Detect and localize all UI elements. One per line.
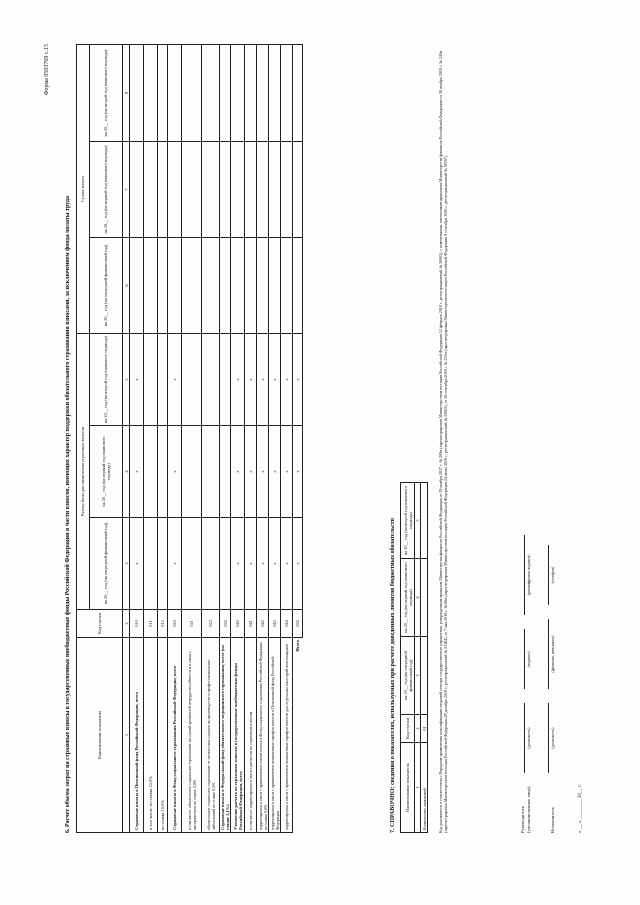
cell: x: [281, 426, 293, 518]
head-name-slot: (расшифровка подписи): [524, 535, 532, 615]
row-code: 012: [158, 610, 168, 638]
cell: x: [257, 426, 269, 518]
s7-header-second: на 20__ год (на второй год планового периода): [401, 483, 415, 559]
table-row: [158, 44, 168, 832]
row-label: в том числе: по ставке 22,0%: [144, 638, 158, 833]
row-label: обязательное социальное страхование от несчастных случаев на производстве и профессиональных заболеваний по ставке 0,2%: [202, 638, 220, 833]
col-num: 4: [415, 559, 421, 637]
cell: [158, 518, 168, 610]
cell: [281, 237, 293, 333]
head-position-slot: (должность): [524, 703, 532, 773]
row-code: 010: [130, 610, 144, 638]
cell: [220, 141, 231, 237]
cell: [144, 237, 158, 333]
cell: [269, 237, 281, 333]
cell: x: [231, 426, 245, 518]
row-label: Страховые взносы в Фонд социального страхования Российской Федерации, всего: [168, 638, 182, 833]
cell: [220, 518, 231, 610]
cell: x: [281, 333, 293, 425]
row-code: 042: [257, 610, 269, 638]
section6-table: [76, 44, 303, 833]
executor-phone-slot: (телефон): [548, 545, 556, 605]
executor-signature-block: [548, 333, 556, 833]
row-code: 030: [220, 610, 231, 638]
s7-header-code: Код строки: [401, 715, 415, 743]
cell: [293, 141, 303, 237]
cell: [293, 237, 303, 333]
cell: [158, 44, 168, 141]
row-label: в том числе: обязательное социальное страхование на случай временной нетрудоспособности и в связи с материнством по ставке 2,9%: [182, 638, 202, 833]
row-code: 021: [182, 610, 202, 638]
table-row: [245, 44, 257, 832]
cell: x: [269, 426, 281, 518]
cell: [144, 333, 158, 425]
header-name: Наименование показателя: [77, 638, 123, 833]
cell: [158, 237, 168, 333]
cell: x: [168, 518, 182, 610]
cell: [231, 237, 245, 333]
section6-title: 6. Расчет объема затрат на страховые взносы в государственные внебюджетные фонды Российской Федерации в части взносов, имеющих характер поддержки обязательного страхования взносами, за исключением фонда оплаты труда: [65, 196, 71, 833]
col-num: 2: [123, 610, 130, 638]
cell: [158, 333, 168, 425]
col-num: 6: [123, 237, 130, 333]
cell: [421, 637, 428, 715]
cell: x: [231, 518, 245, 610]
cell: [182, 237, 202, 333]
row-code: 01: [421, 715, 428, 743]
cell: x: [245, 426, 257, 518]
row-label: по ставке 10,0%: [158, 638, 168, 833]
cell: [257, 141, 269, 237]
row-label: Количество заявлений: [421, 743, 428, 833]
cell: [168, 237, 182, 333]
cell: x: [269, 333, 281, 425]
total-code: 050: [293, 610, 303, 638]
cell: [421, 483, 428, 559]
col-num: 2: [415, 715, 421, 743]
head-signature-slot: (подпись): [524, 629, 532, 689]
cell: [144, 141, 158, 237]
cell: [182, 518, 202, 610]
cell: [269, 141, 281, 237]
table-row: [182, 44, 202, 832]
table-row: [231, 44, 245, 832]
row-code: 043: [269, 610, 281, 638]
cell: x: [168, 333, 182, 425]
cell: [168, 141, 182, 237]
cell: x: [281, 518, 293, 610]
cell: [182, 333, 202, 425]
col-num: 8: [123, 44, 130, 141]
cell: x: [245, 333, 257, 425]
section7-title: 7. СПРАВОЧНО: сведения о показателях, используемых при расчете доведенных лимитов бюджетных обязательств: [390, 518, 396, 833]
date-line: « __ » ________ 20__ г.: [578, 784, 583, 833]
col-num: 7: [123, 141, 130, 237]
cell: [144, 44, 158, 141]
row-label: корректировка в связи с применением пониженных тарифов взносов в Пенсионный фонд Российской Федерации: [269, 638, 281, 833]
col-num: 5: [123, 333, 130, 425]
cell: x: [168, 426, 182, 518]
cell: [144, 518, 158, 610]
cell: [202, 44, 220, 141]
cell: x: [257, 333, 269, 425]
cell: [202, 237, 220, 333]
row-code: 011: [144, 610, 158, 638]
cell: x: [293, 518, 303, 610]
row-code: 022: [202, 610, 220, 638]
row-label: корректировка в связи с применением ставки взноса в Фонд социального страхования Российской Федерации по ставке 0,0%: [257, 638, 269, 833]
executor-role: Исполнитель: [550, 807, 555, 833]
cell: [130, 141, 144, 237]
cell: [231, 141, 245, 237]
cell: [257, 237, 269, 333]
section7-table: [400, 482, 428, 833]
col-num: 1: [415, 743, 421, 833]
cell: [257, 44, 269, 141]
header-sum-current: на 20__ год (на очередной финансовый год): [90, 237, 123, 333]
cell: [130, 44, 144, 141]
head-role: Руководитель (уполномоченное лицо): [520, 786, 531, 833]
cell: [202, 333, 220, 425]
cell: [220, 237, 231, 333]
table-row: [202, 44, 220, 832]
cell: [220, 333, 231, 425]
header-sum-second: на 20__ год (на второй год планового периода): [90, 44, 123, 141]
cell: [245, 141, 257, 237]
row-label: Страховые взносы в Федеральный фонд обязательного медицинского страхования, всего (по ставке 5,1%): [220, 638, 231, 833]
s7-header-first: на 20__ год (на первый год планового периода): [401, 559, 415, 637]
cell: [281, 44, 293, 141]
row-code: 040: [231, 610, 245, 638]
cell: [202, 518, 220, 610]
row-label: в том числе: корректировка в связи с расчетом по страховым взносам: [245, 638, 257, 833]
row-label: Страховые взносы в Пенсионный фонд Российской Федерации, всего: [130, 638, 144, 833]
s7-header-name: Наименование показателя: [401, 743, 415, 833]
cell: [220, 426, 231, 518]
cell: x: [293, 426, 303, 518]
cell: x: [293, 333, 303, 425]
header-base-first: на 20__ год (на первый год планового периода): [90, 426, 123, 518]
col-num: 5: [415, 483, 421, 559]
header-sum-group: Сумма взноса: [77, 44, 90, 333]
s7-header-current: на 20__ год (на очередной финансовый год): [401, 637, 415, 715]
col-num: 4: [123, 426, 130, 518]
cell: [144, 426, 158, 518]
cell: [293, 44, 303, 141]
column-number-row: [123, 44, 130, 832]
col-num: 3: [123, 518, 130, 610]
cell: x: [269, 518, 281, 610]
row-code: 041: [245, 610, 257, 638]
col-num: 1: [123, 638, 130, 833]
cell: [182, 44, 202, 141]
col-num: 3: [415, 637, 421, 715]
footnote: Код указывается в соответствии с Порядком применения классификации операций сектора государственного управления, утвержденным приказом Министерства финансов Российской Федерации от 29 ноября 2017 г. № 209н (зарегистрирован Министерством юстиции Российской Федерации 12 февраля 2018 г., регистрационный № 50003), с изменениями, внесенными приказами Министерства финансов Российской Федерации от 30 ноября 2018 г. № 244н (зарегистрирован Министерством юстиции Российской Федерации 28 декабря 2018 г., регистрационный № 53184), от 7 мая 2019 г. № 66н (зарегистрирован Министерством юстиции Российской Федерации 24 июня 2019 г., регистрационный № 55003), от 29 сентября 2019 г. № 233н (зарегистрирован Министерством юстиции Российской Федерации 9 сентября 2020 г., регистрационный № 59787).: [438, 50, 448, 833]
cell: [220, 44, 231, 141]
cell: x: [130, 333, 144, 425]
table-row: [130, 44, 144, 832]
header-code: Код строки: [77, 610, 123, 638]
table-row: [257, 44, 269, 832]
row-label: Уточнение расчета по страховым взносам в государственные внебюджетные фонды Российской Федерации, всего: [231, 638, 245, 833]
executor-name-slot: (фамилия, инициалы): [548, 619, 556, 689]
header-sum-first: на 20__ год (на первый год планового периода): [90, 141, 123, 237]
row-code: 044: [281, 610, 293, 638]
cell: [269, 44, 281, 141]
row-label: корректировка в связи с применением пониженных тарифов взносов для отдельных категорий плательщиков: [281, 638, 293, 833]
table-row: [168, 44, 182, 832]
row-code: 020: [168, 610, 182, 638]
cell: [231, 44, 245, 141]
cell: [202, 426, 220, 518]
table-row: [269, 44, 281, 832]
executor-position-slot: (должность): [548, 703, 556, 773]
form-code: Форма 0503769 с.15: [44, 44, 50, 96]
header-base-second: на 20__ год (на второй год планового периода): [90, 333, 123, 425]
head-signature-block: [520, 333, 532, 833]
cell: [245, 237, 257, 333]
header-base-group: Размер базы для начисления страховых взносов: [77, 333, 90, 609]
cell: [245, 44, 257, 141]
total-label: Итого: [293, 638, 303, 833]
cell: [130, 237, 144, 333]
table-row: [220, 44, 231, 832]
cell: [158, 141, 168, 237]
cell: [168, 44, 182, 141]
table-row: [281, 44, 293, 832]
cell: x: [257, 518, 269, 610]
cell: x: [130, 426, 144, 518]
cell: x: [130, 518, 144, 610]
cell: [182, 141, 202, 237]
cell: [202, 141, 220, 237]
table-row: [421, 483, 428, 833]
cell: [281, 141, 293, 237]
header-base-current: на 20__ год (на очередной финансовый год): [90, 518, 123, 610]
cell: x: [245, 518, 257, 610]
cell: [421, 559, 428, 637]
total-row: [293, 44, 303, 832]
cell: [158, 426, 168, 518]
cell: x: [231, 333, 245, 425]
cell: [182, 426, 202, 518]
table-row: [144, 44, 158, 832]
